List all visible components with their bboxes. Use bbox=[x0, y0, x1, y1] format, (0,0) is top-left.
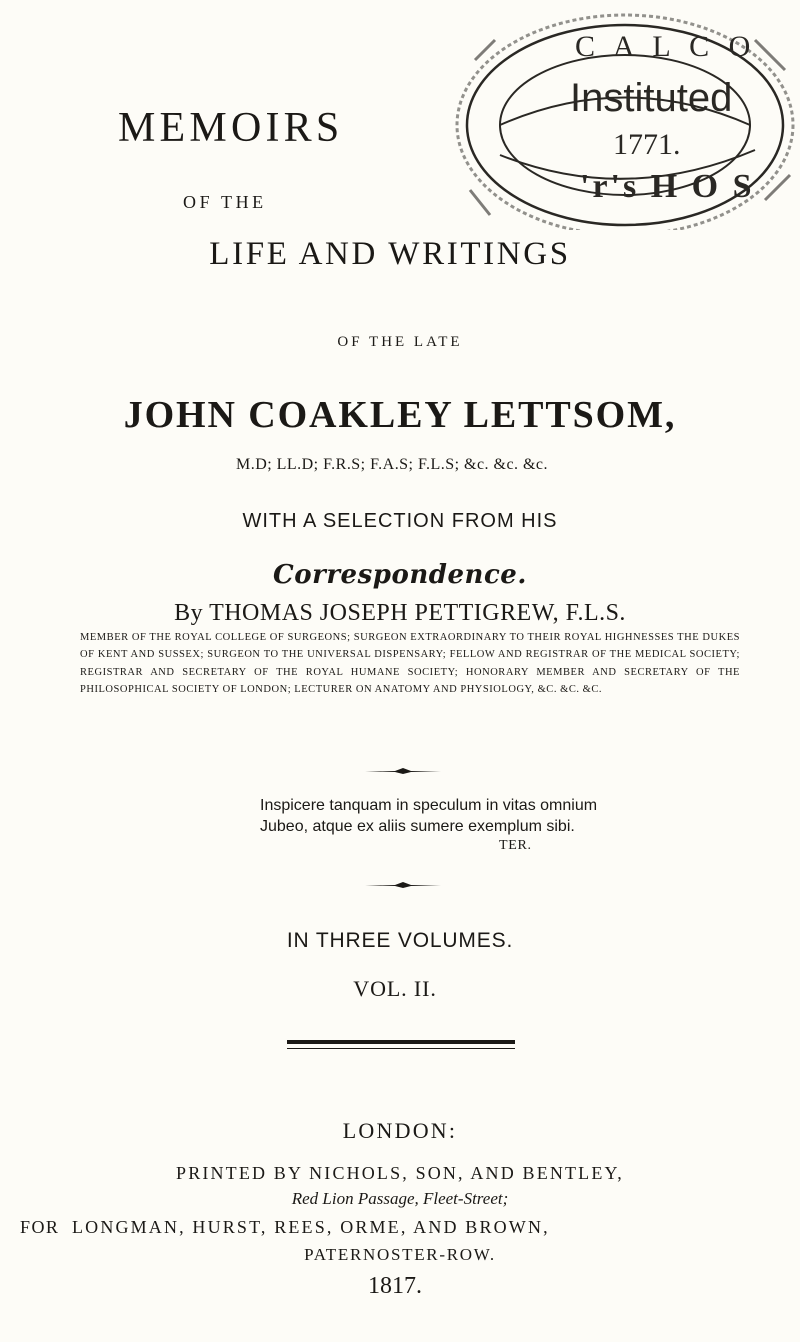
with-selection: WITH A SELECTION FROM HIS bbox=[242, 510, 558, 532]
epigraph-attribution: TER. bbox=[499, 838, 532, 853]
subject-name: JOHN COAKLEY LETTSOM, bbox=[123, 394, 677, 436]
imprint-for: FOR bbox=[20, 1217, 60, 1237]
title-of-the: OF THE bbox=[183, 192, 267, 212]
ornament-rule-icon bbox=[365, 766, 441, 776]
title-of-the-late: OF THE LATE bbox=[337, 334, 463, 350]
imprint-printer-address: Red Lion Passage, Fleet-Street; bbox=[291, 1189, 509, 1208]
ornament-rule-icon bbox=[365, 880, 441, 890]
imprint-publisher-address: PATERNOSTER-ROW. bbox=[304, 1245, 496, 1264]
imprint-publishers: LONGMAN, HURST, REES, ORME, AND BROWN, bbox=[72, 1217, 550, 1237]
imprint-year: 1817. bbox=[368, 1273, 422, 1299]
library-stamp bbox=[455, 0, 800, 230]
author-qualifications: MEMBER OF THE ROYAL COLLEGE OF SURGEONS; SURGEON EXTRAORDINARY TO THEIR ROYAL HIGHNESSES THE DUKES OF KENT AND SUSSEX; SURGEON TO THE UNIVERSAL DISPENSARY; FELLOW AND REGISTRAR OF THE MEDICAL SOCIETY; REGISTRAR AND SECRETARY OF THE ROYAL HUMANE SOCIETY; HONORARY MEMBER AND SECRETARY OF THE PHILOSOPHICAL SOCIETY OF LONDON; LECTURER ON ANATOMY AND PHYSIOLOGY, &C. &C. &C. bbox=[80, 632, 740, 695]
author-byline: By THOMAS JOSEPH PETTIGREW, F.L.S. bbox=[174, 600, 626, 626]
stamp-year: 1771. bbox=[613, 128, 681, 161]
thin-rule bbox=[287, 1048, 515, 1049]
stamp-top-text: C A L C O bbox=[575, 30, 757, 63]
imprint-city: LONDON: bbox=[342, 1118, 458, 1143]
volume-number: VOL. II. bbox=[353, 976, 437, 1001]
epigraph-line-2: Jubeo, atque ex aliis sumere exemplum sibi. bbox=[260, 818, 575, 835]
imprint-printed-by: PRINTED BY NICHOLS, SON, AND BENTLEY, bbox=[176, 1163, 624, 1183]
correspondence-heading: Correspondence. bbox=[273, 560, 527, 590]
thick-rule bbox=[287, 1040, 515, 1044]
title-life-and-writings: LIFE AND WRITINGS bbox=[209, 236, 571, 272]
title-memoirs: MEMOIRS bbox=[118, 105, 344, 151]
stamp-bottom-text: 'r's H O S bbox=[580, 168, 755, 205]
volumes-count: IN THREE VOLUMES. bbox=[286, 929, 514, 952]
stamp-instituted: Instituted bbox=[570, 76, 733, 120]
subject-degrees: M.D; LL.D; F.R.S; F.A.S; F.L.S; &c. &c. &c. bbox=[236, 456, 548, 473]
epigraph-line-1: Inspicere tanquam in speculum in vitas omnium bbox=[260, 797, 598, 814]
